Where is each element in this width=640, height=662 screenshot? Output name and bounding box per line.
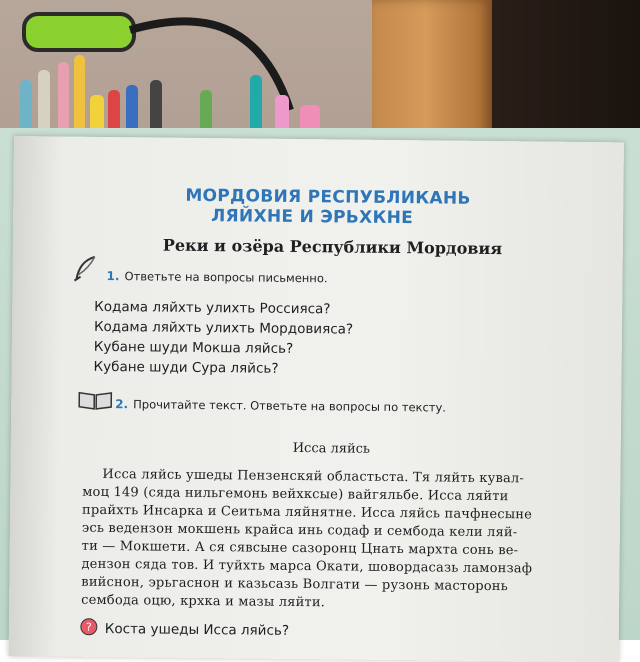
article-line: вийснон, эрьгаснон и казьсазь Волгати — рузонь масторонь	[81, 574, 509, 595]
task2-number: 2.	[115, 397, 129, 412]
svg-text:?: ?	[85, 620, 92, 634]
textbook	[0, 128, 640, 640]
question-marker-icon	[79, 617, 99, 641]
chapter-title-line2: ЛЯЙХНЕ И ЭРЬХКНЕ	[211, 206, 414, 229]
question-2: Кодама ляйхть улихть Мордовияса?	[93, 318, 354, 338]
article-line: Исса ляйсь ушеды Пензенскяй областьста. Тя ляйть кувал-	[102, 466, 525, 487]
quill-pen-icon	[72, 255, 98, 283]
article-line: моц 149 (сяда нильгемонь вейхксые) вайгяльбе. Исса ляйти	[82, 484, 509, 505]
task2-instruction: Прочитайте текст. Ответьте на вопросы по тексту.	[133, 397, 447, 415]
question-1: Кодама ляйхть улихть Россияса?	[94, 298, 331, 318]
article-line: прайхть Инсарка и Сеитьма ляйнятне. Исса ляйсь пачфнесыне	[82, 502, 533, 523]
task1-instruction: Ответьте на вопросы письменно.	[124, 269, 328, 286]
question-4: Кубане шуди Сура ляйсь?	[93, 358, 279, 377]
chapter-title-line1: МОРДОВИЯ РЕСПУБЛИКАНЬ	[185, 185, 471, 209]
book-page	[9, 136, 624, 662]
question-3: Кубане шуди Мокша ляйсь?	[93, 338, 294, 357]
article-line: сембода оцю, крхка и мазы ляйти.	[81, 592, 326, 611]
article-line: дензон сяда тов. И туйхть марса Окати, шовордасазь ламонзаф	[81, 556, 533, 577]
pencil-cup	[0, 50, 360, 140]
article-heading: Исса ляйсь	[292, 440, 371, 457]
task1-number: 1.	[106, 268, 120, 284]
article-line: ти — Мокшети. А ся сявсыне сазоронц Цнать мархта сонь ве-	[81, 538, 519, 559]
bottom-question: Коста ушеды Исса ляйсь?	[104, 620, 290, 639]
article-line: эсь ведензон мокшень крайса инь содаф и сембода кели ляй-	[81, 520, 518, 541]
section-subtitle: Реки и озёра Республики Мордовия	[162, 235, 503, 259]
open-book-icon	[77, 389, 113, 411]
